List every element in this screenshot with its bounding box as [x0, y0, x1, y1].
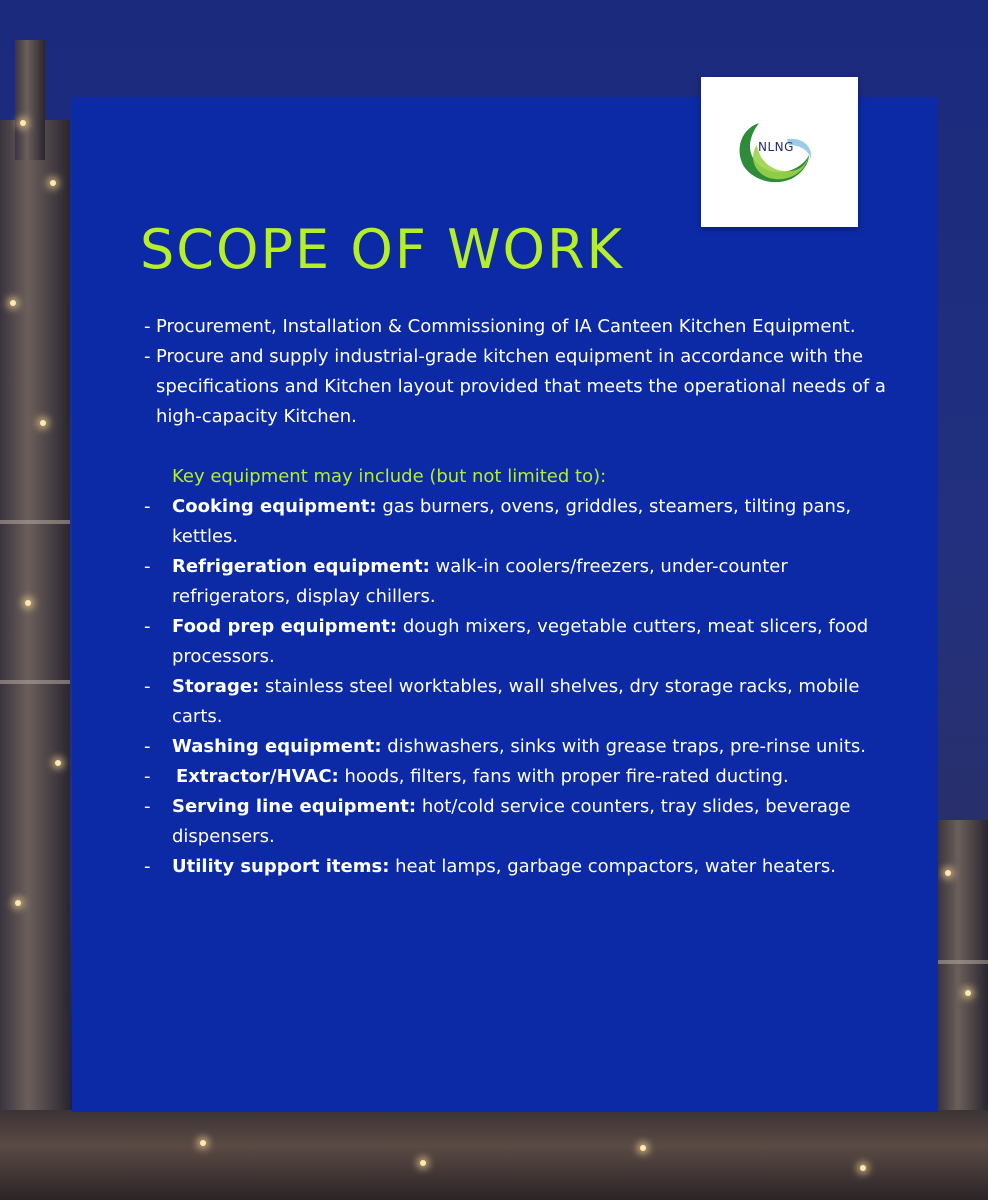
light	[420, 1160, 426, 1166]
equipment-text: hot/cold service counters, tray slides, beverage dispensers.	[172, 796, 851, 847]
dash: -	[144, 676, 151, 697]
equipment-label: Extractor/HVAC:	[176, 766, 339, 787]
dash: -	[144, 766, 151, 787]
equipment-label: Storage:	[172, 676, 260, 697]
equipment-item-food-prep	[144, 612, 904, 672]
equipment-item-extractor	[144, 762, 904, 792]
equipment-label: Cooking equipment:	[172, 496, 377, 517]
equipment-text: stainless steel worktables, wall shelves, dry storage racks, mobile carts.	[172, 676, 860, 727]
pipe	[0, 520, 70, 524]
ground	[0, 1110, 988, 1200]
light	[40, 420, 46, 426]
dash: -	[144, 616, 151, 637]
equipment-text: heat lamps, garbage compactors, water heaters.	[389, 856, 837, 877]
refinery-tower-right	[938, 820, 988, 1120]
dash: -	[144, 496, 151, 517]
intro-item	[144, 312, 904, 342]
refinery-tower-left	[0, 120, 70, 1120]
dash: -	[144, 736, 151, 757]
scope-content	[144, 312, 904, 882]
logo-text: NLNG	[758, 140, 794, 154]
light	[20, 120, 26, 126]
equipment-label: Washing equipment:	[172, 736, 382, 757]
pipe	[938, 960, 988, 964]
equipment-label: Utility support items:	[172, 856, 390, 877]
light	[200, 1140, 206, 1146]
light	[965, 990, 971, 996]
light	[945, 870, 951, 876]
equipment-label: Serving line equipment:	[172, 796, 417, 817]
refinery-stack-left	[15, 40, 45, 160]
equipment-label: Food prep equipment:	[172, 616, 398, 637]
equipment-item-utility	[144, 852, 904, 882]
pipe	[0, 680, 70, 684]
equipment-text: walk-in coolers/freezers, under-counter refrigerators, display chillers.	[172, 556, 788, 607]
dash: -	[144, 796, 151, 817]
key-equipment-heading: Key equipment may include (but not limited to):	[172, 466, 607, 487]
logo-card	[701, 77, 858, 227]
light	[15, 900, 21, 906]
page-title: SCOPE OF WORK	[140, 218, 624, 281]
equipment-text: hoods, filters, fans with proper fire-rated ducting.	[338, 766, 789, 787]
equipment-label: Refrigeration equipment:	[172, 556, 430, 577]
equipment-item-refrigeration	[144, 552, 904, 612]
dash: -	[144, 346, 151, 367]
intro-item	[144, 342, 904, 432]
dash: -	[144, 316, 151, 337]
equipment-text: dishwashers, sinks with grease traps, pre-rinse units.	[381, 736, 866, 757]
equipment-item-serving-line	[144, 792, 904, 852]
equipment-item-cooking	[144, 492, 904, 552]
light	[25, 600, 31, 606]
equipment-item-storage	[144, 672, 904, 732]
equipment-text: gas burners, ovens, griddles, steamers, tilting pans, kettles.	[172, 496, 852, 547]
light	[640, 1145, 646, 1151]
equipment-text: dough mixers, vegetable cutters, meat slicers, food processors.	[172, 616, 869, 667]
light	[860, 1165, 866, 1171]
dash: -	[144, 556, 151, 577]
light	[55, 760, 61, 766]
light	[50, 180, 56, 186]
intro-text: Procure and supply industrial-grade kitchen equipment in accordance with the specifications and Kitchen layout provided that meets the operational needs of a high-capacity Kitchen.	[156, 346, 886, 427]
intro-text: Procurement, Installation & Commissioning of IA Canteen Kitchen Equipment.	[156, 316, 856, 337]
light	[10, 300, 16, 306]
dash: -	[144, 856, 151, 877]
equipment-item-washing	[144, 732, 904, 762]
